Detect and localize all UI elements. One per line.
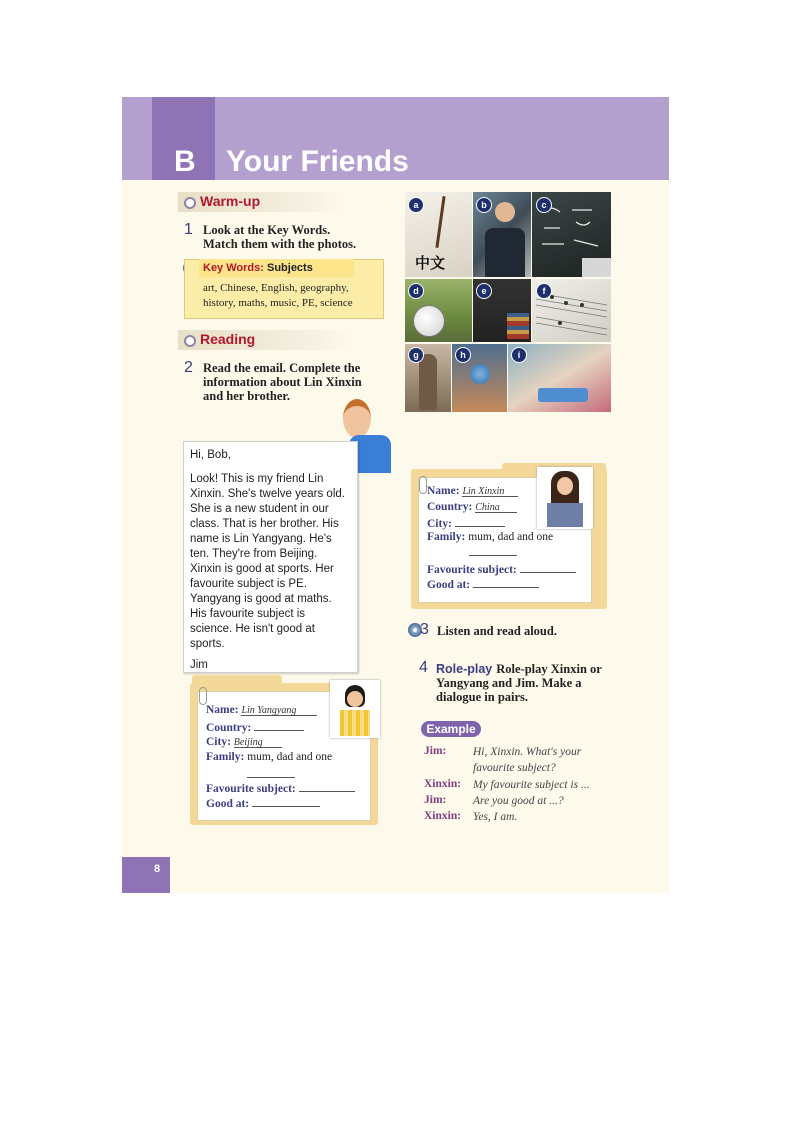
yangyang-favourite-field (206, 781, 355, 795)
reading-label: Reading (200, 331, 256, 347)
figure-body (485, 228, 525, 277)
photo-art-class-icon (538, 388, 588, 402)
email-line: Look! This is my friend Lin (190, 473, 324, 485)
email-line: She is a new student in our (190, 503, 329, 515)
example-badge: Example (421, 721, 481, 737)
field-value: China (475, 502, 517, 513)
email-body (190, 448, 345, 673)
field-label: Favourite subject: (206, 783, 296, 795)
key-words-list (203, 281, 379, 311)
blank-line (473, 577, 539, 588)
yangyang-city-field (206, 736, 282, 748)
girl-shirt-icon (547, 503, 583, 527)
field-value: Beijing (234, 737, 282, 748)
warmup-label: Warm-up (200, 193, 261, 209)
folder-tab (192, 675, 282, 687)
dialogue-speaker: Xinxin: (424, 810, 462, 822)
exercise-number: 3 (420, 621, 429, 638)
photo-label: a (408, 197, 424, 213)
blank-line (254, 720, 304, 731)
boy-head-icon (343, 399, 371, 438)
instruction-text: Role-play Xinxin or (496, 662, 602, 676)
xinxin-city-field (427, 516, 505, 530)
field-label: City: (206, 736, 231, 748)
boy-face-icon (347, 691, 363, 707)
photo-label: e (476, 283, 492, 299)
photo-label: h (455, 347, 471, 363)
unit-letter: B (174, 145, 196, 178)
dialogue-line: favourite subject? (473, 762, 556, 774)
email-note (183, 441, 358, 673)
dialogue-text: Yes, I am. (473, 811, 518, 823)
page-number-block (122, 857, 170, 893)
photo-label: b (476, 197, 492, 213)
dialogue-text: My favourite subject is ... (473, 779, 590, 791)
paperclip-icon (199, 687, 207, 705)
key-words-line: art, Chinese, English, geography, (203, 282, 349, 294)
dialogue-speaker: Jim: (424, 745, 447, 757)
email-line: sports. (190, 638, 225, 650)
key-words-subject: Subjects (266, 262, 313, 274)
photo-globe-class-icon (470, 364, 490, 384)
xinxin-photo (537, 467, 593, 529)
blank-line (252, 796, 320, 807)
unit-title: Your Friends (226, 145, 409, 178)
dialogue-text (473, 744, 581, 776)
field-label: Good at: (206, 798, 250, 810)
dialogue-speaker: Xinxin: (424, 778, 462, 790)
xinxin-family-field (427, 531, 553, 543)
yangyang-country-field (206, 720, 304, 734)
field-label: Country: (206, 722, 252, 734)
photo-label: i (511, 347, 527, 363)
email-line: His favourite subject is (190, 608, 306, 620)
photo-science-lab-icon (495, 202, 515, 222)
field-value: Lin Xinxin (462, 486, 518, 497)
instruction-line: Match them with the photos. (203, 237, 357, 251)
field-value: Lin Yangyang (241, 705, 317, 716)
xinxin-favourite-field (427, 562, 576, 576)
reading-heading (178, 330, 352, 350)
photo-history-books-icon (507, 313, 529, 339)
exercise-3-instruction: Listen and read aloud. (437, 624, 557, 638)
xinxin-country-field (427, 501, 517, 513)
photo-label: g (408, 347, 424, 363)
email-greeting: Hi, Bob, (190, 449, 231, 461)
key-words-title (203, 262, 313, 274)
yangyang-good-at-field (206, 796, 320, 810)
email-line: Xinxin. She's twelve years old. (190, 488, 345, 500)
instruction-line: information about Lin Xinxin (203, 375, 362, 389)
boy-shirt-icon (340, 710, 370, 736)
girl-face-icon (557, 477, 573, 495)
email-line: science. He isn't good at (190, 623, 315, 635)
instruction-line: Yangyang and Jim. Make a (436, 676, 582, 690)
section-bullet-icon (184, 335, 196, 347)
field-label: Name: (427, 485, 460, 497)
photo-football-icon (413, 305, 445, 337)
yangyang-name-field (206, 704, 317, 716)
instruction-line: Look at the Key Words. (203, 223, 331, 237)
exercise-number: 1 (184, 221, 193, 238)
email-line: class. That is her brother. His (190, 518, 339, 530)
blank-line (299, 781, 355, 792)
field-label: City: (427, 518, 452, 530)
instruction-line: and her brother. (203, 389, 290, 403)
blank-line (247, 767, 295, 778)
email-line: Xinxin is good at sports. Her (190, 563, 334, 575)
dialogue-line: Hi, Xinxin. What's your (473, 746, 582, 758)
field-label: Name: (206, 704, 239, 716)
email-signature: Jim (190, 659, 208, 671)
page-number: 8 (154, 863, 161, 875)
section-bullet-icon (184, 197, 196, 209)
role-play-label: Role-play (436, 662, 493, 676)
exercise-4-instruction (436, 662, 602, 704)
email-line: Yangyang is good at maths. (190, 593, 332, 605)
field-value: mum, dad and one (468, 531, 554, 543)
email-line: favourite subject is PE. (190, 578, 307, 590)
yangyang-photo (330, 680, 380, 738)
field-label: Country: (427, 501, 473, 513)
photo-terracotta-icon (419, 354, 437, 410)
field-label: Family: (427, 531, 466, 543)
exercise-1-instruction (203, 223, 356, 251)
xinxin-name-field (427, 485, 518, 497)
blank-line (520, 562, 576, 573)
textbook-page (122, 97, 669, 893)
warmup-heading (178, 192, 344, 212)
key-words-line: history, maths, music, PE, science (203, 297, 353, 309)
dialogue-speaker: Jim: (424, 794, 447, 806)
photo-label: d (408, 283, 424, 299)
blank-line (469, 545, 517, 556)
photo-label: f (536, 283, 552, 299)
field-label: Favourite subject: (427, 564, 517, 576)
unit-header (122, 97, 669, 180)
instruction-line: dialogue in pairs. (436, 690, 529, 704)
yangyang-family-field (206, 751, 332, 763)
photo-label: c (536, 197, 552, 213)
dialogue-text: Are you good at ...? (473, 795, 564, 807)
email-line: ten. They're from Beijing. (190, 548, 318, 560)
paperclip-icon (419, 476, 427, 494)
key-words-label: Key Words: (203, 262, 264, 274)
email-line: name is Lin Yangyang. He's (190, 533, 332, 545)
calligraphy-text: 中文 (415, 254, 446, 272)
instruction-line (436, 662, 602, 676)
xinxin-good-at-field (427, 577, 539, 591)
exercise-number: 2 (184, 359, 193, 376)
field-label: Family: (206, 751, 245, 763)
field-label: Good at: (427, 579, 471, 591)
exercise-number: 4 (419, 659, 428, 676)
instruction-line: Read the email. Complete the (203, 361, 361, 375)
blank-line (455, 516, 505, 527)
field-value: mum, dad and one (247, 751, 333, 763)
photo-calligraphy-icon (435, 196, 445, 248)
